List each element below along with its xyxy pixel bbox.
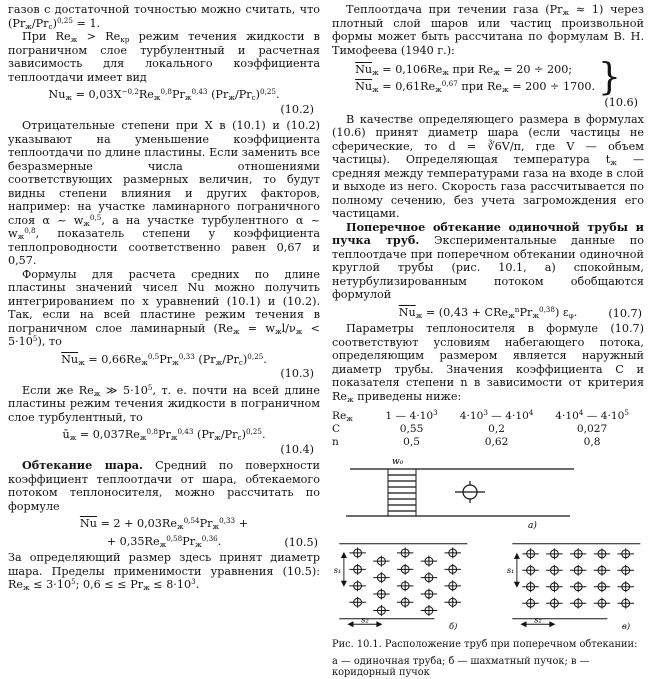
equation-10-5-line1: $\overline{Nu} = 2 + 0,03Re_ж^{0,54}Pr_ж^{0,33}$ + (79, 516, 249, 531)
subfigure-a-label: а) (528, 521, 537, 530)
table-cell: 0,62 (484, 436, 509, 448)
equation-10-3: $\overline{Nu}_ж = 0,66Re_ж^{0,5}Pr_ж^{0,33}$ $(Pr_ж/Pr_с)^{0,25}$. (61, 351, 267, 367)
table-row-label-re: $Re_ж$ (332, 410, 353, 423)
paragraph-turbulent-plate: Если же $Re_ж$ ≫ $5\cdot 10^5$, т. е. почти на всей длине пластины режим течения жидкости в пограничном слое турбулентный, то (8, 382, 320, 424)
table-cell: 0,55 (399, 423, 424, 435)
subfigure-b-label: б) (449, 620, 458, 631)
paragraph-sphere-flow: Обтекание шара. Средний по поверхности коэффициент теплоотдачи от шара, обтекаемого потоком теплоносителя, можно рассчитать по формуле (8, 458, 320, 513)
s1-dimension-label: s₁ (506, 565, 515, 576)
single-tube-diagram (332, 454, 582, 530)
equation-number-10-6: (10.6) (604, 96, 638, 109)
paragraph-defining-size: В качестве определяющего размера в формулах (10.6) принят диаметр шара (если частицы не сферические, то d = ∛6V/π, где V — объем частицы). Определяющая температура $t_ж$ — средняя между температурами газа на входе в слой и выходе из него. Скорость газа рассчитывается по полному сечению, без учета загромождения его частицами. (332, 112, 645, 220)
right-column (332, 3, 644, 679)
subfigure-v-label: в) (622, 620, 631, 631)
coefficient-table (332, 410, 644, 449)
right-brace: } (598, 55, 621, 99)
equation-10-5-line2 (8, 535, 320, 549)
table-cell: 0,5 (403, 436, 420, 448)
paragraph-turbulent-regime: При $Re_ж > Re_{кр}$ режим течения жидкости в пограничном слое турбулентный и расчетная зависимость для локального коэффициента теплоотдачи имеет вид (8, 30, 320, 84)
table-cell: 0,027 (576, 423, 608, 435)
paragraph-crossflow-tube: Поперечное обтекание одиночной трубы и пучка труб. Экспериментальные данные по теплоотдаче при поперечном обтекании одиночной круглой трубы (рис. 10.1, а) спокойным, нетурбулизированным потоком обобщаются формулой (332, 219, 644, 301)
figure-caption-legend: а — одиночная труба; б — шахматный пучок; в — коридорный пучок (332, 655, 590, 679)
left-column (8, 3, 320, 679)
equation-10-4: $ū_ж = 0,037Re_ж^{0,8}Pr_ж^{0,43}$ $(Pr_ж/Pr_с)^{0,25}$. (62, 427, 266, 442)
paragraph-coefficients: Параметры теплоносителя в формуле (10.7) соответствуют условиям набегающего потока, определяющим размером является наружный диаметр трубы. Значения коэффициента C и показателя степени n в зависимости от критерия $Re_ж$ приведены ниже: (332, 322, 644, 404)
tube-bundles (332, 534, 644, 634)
equation-10-7 (332, 306, 644, 320)
paragraph-average-formulas: Формулы для расчета средних по длине пластины значений чисел Nu можно получить интегрированием по x уравнений (10.1) и (10.2). Так, если на всей пластине режим течения в пограничном слое ламинарный $(Re_ж = w_жl/\nu_ж < 5\cdot 10^5)$, то (8, 267, 320, 348)
figure-caption-title: Рис. 10.1. Расположение труб при поперечном обтекании: (332, 639, 638, 650)
equation-10-6-group (332, 55, 644, 99)
s2-dimension-label: s₂ (361, 614, 369, 625)
figure-10-1 (332, 454, 644, 634)
w0-label: w₀ (392, 457, 404, 467)
equation-number-10-5: (10.5) (284, 535, 318, 549)
table-row-label-n: n (332, 436, 339, 448)
equation-number-10-3: (10.3) (280, 367, 314, 380)
equation-10-7-body: $\overline{Nu}_ж = (0,43 + CRe_ж^nPr_ж^{0,38})$ $\varepsilon_\varphi$. (398, 304, 578, 320)
paragraph-continuation: газов с достаточной точностью можно считать, что $(Pr_ж/Pr_с)^{0,25} = 1$. (8, 3, 320, 31)
s1-dimension-label: s₁ (333, 565, 342, 576)
equation-10-6-line2: $\overline{Nu}_ж = 0,61Re_ж^{0,67}$ при $Re_ж = 200 \div 1700$. (355, 79, 596, 94)
equation-10-2: $Nu_ж = 0,03X^{-0,2}Re_ж^{0,8}Pr_ж^{0,43}$ $(Pr_ж/Pr_с)^{0,25}$. (48, 87, 280, 102)
table-row-label-c: C (332, 423, 341, 435)
equation-10-6-line1: $\overline{Nu}_ж = 0,106Re_ж$ при $Re_ж = 20 \div 200$; (355, 63, 573, 77)
paragraph-applicability-limits: За определяющий размер здесь принят диаметр шара. Пределы применимости уравнения (10.5): $Re_ж \le 3\cdot 10^5$; 0,6 ≤ ≤ $Pr_ж \le 8\cdot 10^3$. (8, 551, 320, 592)
table-cell: 1 — $4\cdot 10^3$ (385, 408, 438, 422)
equation-10-6-lines (355, 61, 595, 95)
table-cell: 0,8 (583, 436, 601, 448)
table-cell: $4\cdot 10^4$ — $4\cdot 10^5$ (555, 408, 629, 422)
equation-10-5-continuation: + $0,35Re_ж^{0,58}Pr_ж^{0,36}$. (106, 533, 222, 549)
paragraph-negative-exponents: Отрицательные степени при X в (10.1) и (10.2) указывают на уменьшение коэффициента теплоотдачи по длине пластины. Если заменить все безразмерные числа отношениями соответствующих размерных величин, то будут видны степени влияния и других факторов, например: на участке ламинарного пограничного слоя α ~ $w_ж^{0,5}$, а на участке турбулентного α ~ $w_ж^{0,8}$, показатель степени у коэффициента теплопроводности соответственно равен 0,67 и 0,57. (8, 119, 321, 267)
table-cell: 0,2 (488, 423, 506, 435)
corridor-bundle-diagram (505, 534, 644, 634)
equation-number-10-7: (10.7) (608, 306, 642, 320)
equation-number-10-4: (10.4) (280, 442, 314, 456)
equation-number-10-2: (10.2) (280, 102, 314, 116)
paragraph-packed-bed: Теплоотдача при течении газа $(Pr_ж \approx 1)$ через плотный слой шаров или частиц произвольной формы может быть рассчитана по формулам В. Н. Тимофеева (1940 г.): (332, 3, 644, 57)
table-cell: $4\cdot 10^3$ — $4\cdot 10^4$ (459, 408, 534, 422)
staggered-bundle-diagram (332, 534, 471, 634)
s2-dimension-label: s₂ (534, 614, 542, 625)
